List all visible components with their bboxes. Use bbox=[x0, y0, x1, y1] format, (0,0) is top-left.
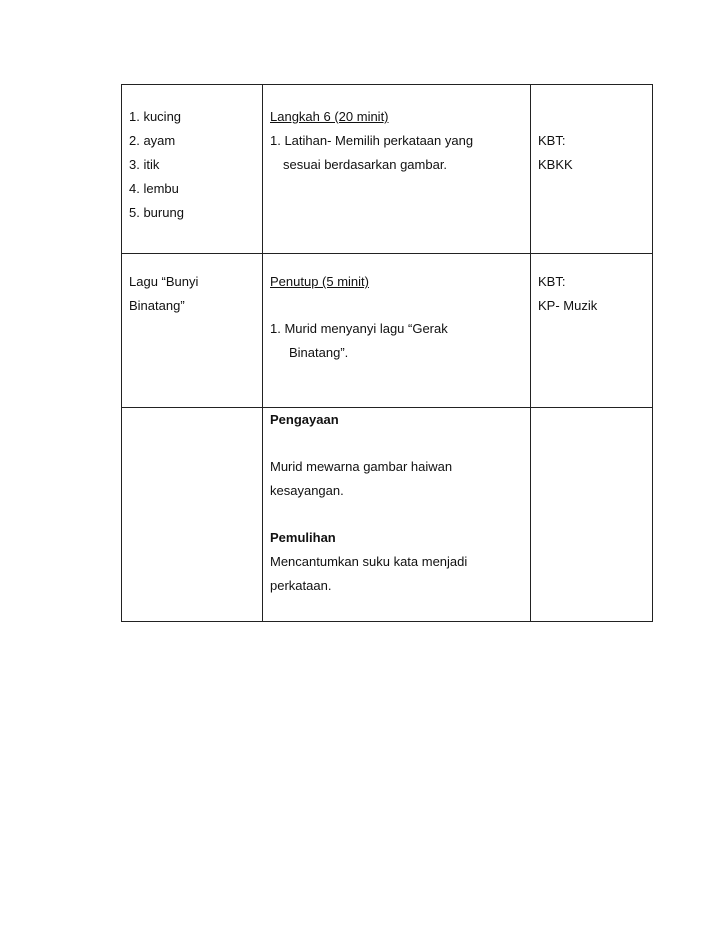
activity-text: kesayangan. bbox=[270, 483, 344, 498]
step-heading: Penutup (5 minit) bbox=[270, 274, 369, 289]
list-item: 4. lembu bbox=[129, 181, 179, 196]
activity-text: Murid mewarna gambar haiwan bbox=[270, 459, 453, 474]
activity-text: sesuai berdasarkan gambar. bbox=[283, 157, 448, 172]
table-row bbox=[122, 408, 653, 622]
lesson-plan-table bbox=[121, 84, 653, 622]
material-text: Lagu “Bunyi bbox=[129, 274, 199, 289]
activity-cell bbox=[263, 254, 531, 408]
notes-cell bbox=[531, 254, 653, 408]
materials-cell bbox=[122, 85, 263, 254]
activity-cell bbox=[263, 408, 531, 622]
activity-text: Mencantumkan suku kata menjadi bbox=[270, 554, 468, 569]
table-row bbox=[122, 85, 653, 254]
note-text: KBKK bbox=[538, 157, 573, 172]
notes-cell bbox=[531, 85, 653, 254]
enrichment-heading: Pengayaan bbox=[270, 412, 339, 427]
note-text: KP- Muzik bbox=[538, 298, 598, 313]
table-row bbox=[122, 254, 653, 408]
activity-text: perkataan. bbox=[270, 578, 332, 593]
materials-cell bbox=[122, 408, 263, 622]
list-item: 1. kucing bbox=[129, 109, 182, 124]
material-text: Binatang” bbox=[129, 298, 185, 313]
materials-cell bbox=[122, 254, 263, 408]
notes-cell bbox=[531, 408, 653, 622]
activity-text: 1. Murid menyanyi lagu “Gerak bbox=[270, 321, 448, 336]
remedial-heading: Pemulihan bbox=[270, 530, 336, 545]
step-heading: Langkah 6 (20 minit) bbox=[270, 109, 389, 124]
note-text: KBT: bbox=[538, 133, 566, 148]
activity-text: Binatang”. bbox=[289, 345, 349, 360]
list-item: 5. burung bbox=[129, 205, 184, 220]
list-item: 3. itik bbox=[129, 157, 160, 172]
activity-text: 1. Latihan- Memilih perkataan yang bbox=[270, 133, 474, 148]
note-text: KBT: bbox=[538, 274, 566, 289]
activity-cell bbox=[263, 85, 531, 254]
list-item: 2. ayam bbox=[129, 133, 176, 148]
